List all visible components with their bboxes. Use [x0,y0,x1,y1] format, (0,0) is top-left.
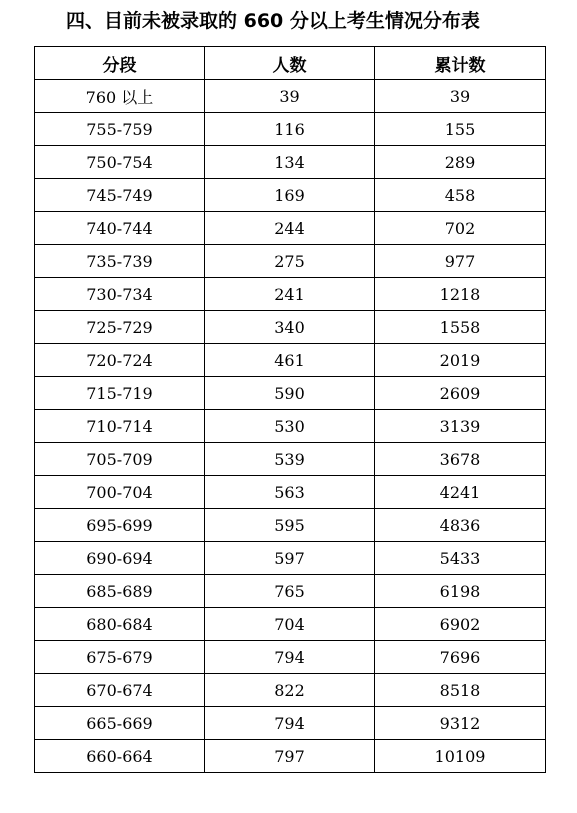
column-header-count: 人数 [205,47,375,80]
cumulative-cell: 2609 [375,377,546,410]
cumulative-cell: 1218 [375,278,546,311]
table-row [35,707,546,740]
cumulative-cell: 8518 [375,674,546,707]
count-cell: 275 [205,245,375,278]
column-header-cumulative: 累计数 [375,47,546,80]
score-distribution-table [34,46,546,773]
score-range-cell: 705-709 [35,443,205,476]
count-cell: 530 [205,410,375,443]
cumulative-cell: 5433 [375,542,546,575]
cumulative-cell: 4836 [375,509,546,542]
score-range-cell: 735-739 [35,245,205,278]
count-cell: 340 [205,311,375,344]
score-range-cell: 745-749 [35,179,205,212]
score-range-cell: 685-689 [35,575,205,608]
count-cell: 704 [205,608,375,641]
score-range-cell: 690-694 [35,542,205,575]
table-row [35,509,546,542]
score-range-cell: 665-669 [35,707,205,740]
score-range-cell: 755-759 [35,113,205,146]
count-cell: 597 [205,542,375,575]
score-range-cell: 660-664 [35,740,205,773]
count-cell: 794 [205,707,375,740]
table-row [35,377,546,410]
score-range-cell: 730-734 [35,278,205,311]
cumulative-cell: 702 [375,212,546,245]
table-row [35,245,546,278]
table-row [35,179,546,212]
count-cell: 765 [205,575,375,608]
cumulative-cell: 289 [375,146,546,179]
table-row [35,278,546,311]
table-row [35,542,546,575]
page-title: 四、目前未被录取的 660 分以上考生情况分布表 [66,10,480,32]
table-row [35,80,546,113]
cumulative-cell: 10109 [375,740,546,773]
score-range-cell: 695-699 [35,509,205,542]
cumulative-cell: 9312 [375,707,546,740]
count-cell: 461 [205,344,375,377]
table-row [35,740,546,773]
cumulative-cell: 458 [375,179,546,212]
cumulative-cell: 7696 [375,641,546,674]
cumulative-cell: 4241 [375,476,546,509]
cumulative-cell: 1558 [375,311,546,344]
score-range-cell: 760 以上 [35,80,205,113]
score-range-cell: 715-719 [35,377,205,410]
count-cell: 794 [205,641,375,674]
score-range-cell: 725-729 [35,311,205,344]
table-row [35,641,546,674]
table-row [35,212,546,245]
table-row [35,311,546,344]
table-row [35,146,546,179]
table-row [35,344,546,377]
table-row [35,575,546,608]
score-range-cell: 750-754 [35,146,205,179]
count-cell: 241 [205,278,375,311]
score-range-cell: 710-714 [35,410,205,443]
score-range-cell: 700-704 [35,476,205,509]
count-cell: 563 [205,476,375,509]
cumulative-cell: 3139 [375,410,546,443]
table-row [35,113,546,146]
score-range-cell: 720-724 [35,344,205,377]
table-body [35,80,546,773]
count-cell: 134 [205,146,375,179]
score-range-cell: 740-744 [35,212,205,245]
score-range-cell: 680-684 [35,608,205,641]
cumulative-cell: 155 [375,113,546,146]
count-cell: 797 [205,740,375,773]
cumulative-cell: 39 [375,80,546,113]
count-cell: 539 [205,443,375,476]
count-cell: 244 [205,212,375,245]
cumulative-cell: 3678 [375,443,546,476]
cumulative-cell: 2019 [375,344,546,377]
table-header-row [35,47,546,80]
table-row [35,410,546,443]
count-cell: 595 [205,509,375,542]
table-row [35,443,546,476]
count-cell: 822 [205,674,375,707]
count-cell: 116 [205,113,375,146]
count-cell: 169 [205,179,375,212]
cumulative-cell: 977 [375,245,546,278]
count-cell: 590 [205,377,375,410]
table-row [35,476,546,509]
score-range-cell: 675-679 [35,641,205,674]
table-row [35,674,546,707]
cumulative-cell: 6198 [375,575,546,608]
cumulative-cell: 6902 [375,608,546,641]
column-header-score-range: 分段 [35,47,205,80]
table-row [35,608,546,641]
count-cell: 39 [205,80,375,113]
score-range-cell: 670-674 [35,674,205,707]
